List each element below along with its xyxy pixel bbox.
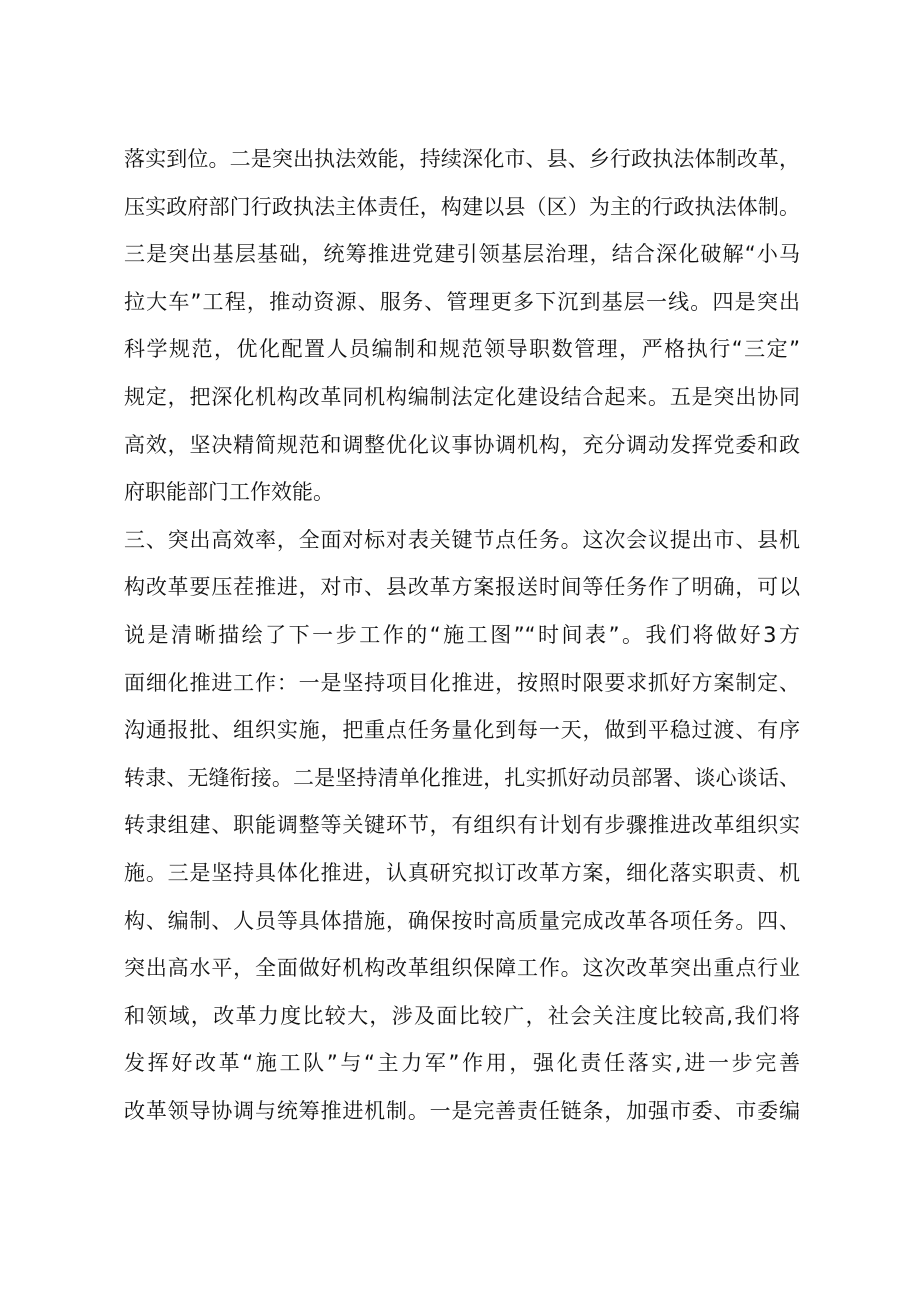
text-line: 突出高水平，全面做好机构改革组织保障工作。这次改革突出重点行业 [124, 956, 800, 981]
text-line: 科学规范，优化配置人员编制和规范领导职数管理，严格执行“三定” [124, 337, 800, 362]
text-line: 转隶、无缝衔接。二是坚持清单化推进，扎实抓好动员部署、谈心谈话、 [124, 765, 800, 790]
text-line: 转隶组建、职能调整等关键环节，有组织有计划有步骤推进改革组织实 [124, 813, 800, 838]
text-line: 说是清晰描绘了下一步工作的“施工图”“时间表”。我们将做好3方 [124, 622, 800, 647]
text-line: 沟通报批、组织实施，把重点任务量化到每一天，做到平稳过渡、有序 [124, 718, 800, 743]
text-line: 拉大车”工程，推动资源、服务、管理更多下沉到基层一线。四是突出 [124, 289, 800, 314]
text-line: 府职能部门工作效能。 [124, 480, 334, 505]
text-line: 施。三是坚持具体化推进，认真研究拟订改革方案，细化落实职责、机 [124, 860, 800, 885]
text-line: 三、突出高效率，全面对标对表关键节点任务。这次会议提出市、县机 [124, 527, 800, 552]
text-line: 三是突出基层基础，统筹推进党建引领基层治理，结合深化破解“小马 [124, 242, 800, 267]
text-line: 高效，坚决精简规范和调整优化议事协调机构，充分调动发挥党委和政 [124, 432, 800, 457]
text-line: 规定，把深化机构改革同机构编制法定化建设结合起来。五是突出协同 [124, 384, 800, 409]
text-line: 构、编制、人员等具体措施，确保按时高质量完成改革各项任务。四、 [124, 908, 800, 933]
text-line: 发挥好改革“施工队”与“主力军”作用，强化责任落实,进一步完善 [124, 1051, 800, 1076]
text-line: 和领域，改革力度比较大，涉及面比较广，社会关注度比较高,我们将 [124, 1003, 800, 1028]
text-line: 构改革要压茬推进，对市、县改革方案报送时间等任务作了明确，可以 [124, 575, 800, 600]
text-line: 落实到位。二是突出执法效能，持续深化市、县、乡行政执法体制改革， [124, 147, 800, 171]
text-line: 压实政府部门行政执法主体责任，构建以县（区）为主的行政执法体制。 [124, 194, 800, 219]
body-text [124, 136, 800, 1135]
text-line: 改革领导协调与统筹推进机制。一是完善责任链条，加强市委、市委编 [124, 1098, 800, 1123]
text-line: 面细化推进工作：一是坚持项目化推进，按照时限要求抓好方案制定、 [124, 670, 800, 695]
